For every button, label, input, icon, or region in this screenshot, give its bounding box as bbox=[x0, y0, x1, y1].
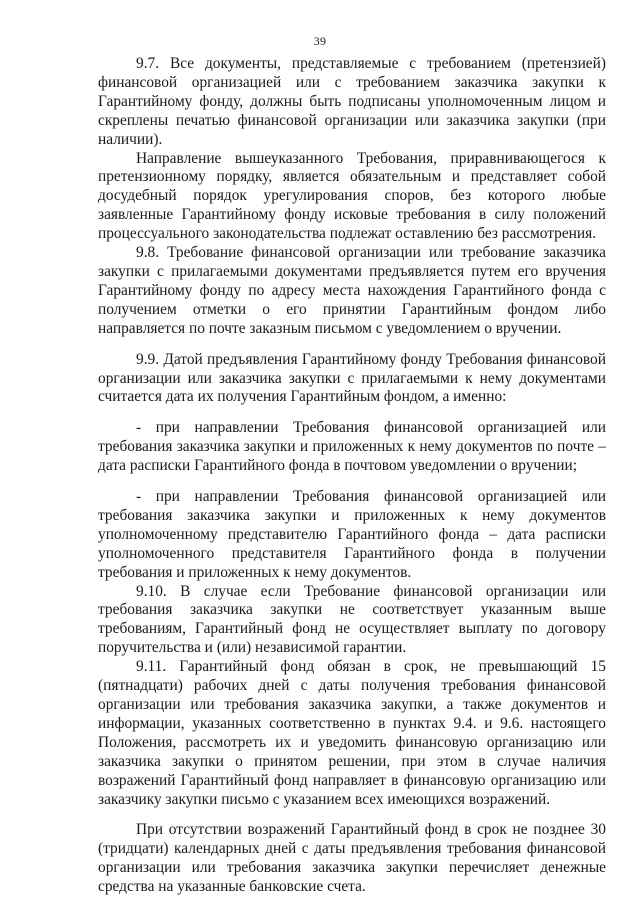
paragraph-9-11: 9.11. Гарантийный фонд обязан в срок, не превышающий 15 (пятнадцати) рабочих дней с даты получения требования финансовой организации или требования заказчика закупки, а также документов и информации, указанных соответственно в пунктах 9.4. и 9.6. настоящего Положения, рассмотреть их и уведомить финансовую организацию или заказчика закупки о принятом решении, при этом в случае наличия возражений Гарантийный фонд направляет в финансовую организацию или заказчику закупки письмо с указанием всех имеющихся возражений. bbox=[98, 658, 606, 808]
paragraph-9-10: 9.10. В случае если Требование финансовой организации или требования заказчика закупки не соответствует указанным выше требованиям, Гарантийный фонд не осуществляет выплату по договору поручительства и (или) независимой гарантии. bbox=[98, 582, 606, 657]
paragraph-no-objections: При отсутствии возражений Гарантийный фонд в срок не позднее 30 (тридцати) календарных дней с даты предъявления требования финансовой организации или требования заказчика закупки перечисляет денежные средства на указанные банковские счета. bbox=[98, 821, 606, 896]
paragraph-9-7: 9.7. Все документы, представляемые с требованием (претензией) финансовой организацией или с требованием заказчика закупки к Гарантийному фонду, должны быть подписаны уполномоченным лицом и скреплены печатью финансовой организации или заказчика закупки (при наличии). bbox=[98, 55, 606, 148]
paragraph-requirement-direction: Направление вышеуказанного Требования, приравнивающегося к претензионному порядку, является обязательным и представляет собой досудебный порядок урегулирования споров, без которого любые заявленные Гарантийному фонду исковые требования в силу положений процессуального законодательства подлежат оставлению без рассмотрения. bbox=[98, 149, 606, 243]
list-item-post-delivery: - при направлении Требования финансовой организацией или требования заказчика закупки и приложенных к нему документов по почте – дата расписки Гарантийного фонда в почтовом уведомлении о вручении; bbox=[98, 419, 606, 475]
paragraph-9-9: 9.9. Датой предъявления Гарантийному фонду Требования финансовой организации или заказчика закупки с прилагаемыми к нему документами считается дата их получения Гарантийным фондом, а именно: bbox=[98, 350, 606, 406]
document-body bbox=[98, 55, 606, 897]
paragraph-9-8: 9.8. Требование финансовой организации или требование заказчика закупки с прилагаемыми документами предъявляется путем его вручения Гарантийному фонду по адресу места нахождения Гарантийного фонда с получением отметки о его принятии Гарантийным фондом либо направляется по почте заказным письмом с уведомлением о вручении. bbox=[98, 244, 606, 337]
page-number: 39 bbox=[313, 34, 327, 48]
list-item-representative-delivery: - при направлении Требования финансовой организацией или требования заказчика закупки и приложенных к нему документов уполномоченному представителю Гарантийного фонда – дата расписки уполномоченного представителя Гарантийного фонда в получении требования и приложенных к нему документов. bbox=[98, 488, 606, 581]
